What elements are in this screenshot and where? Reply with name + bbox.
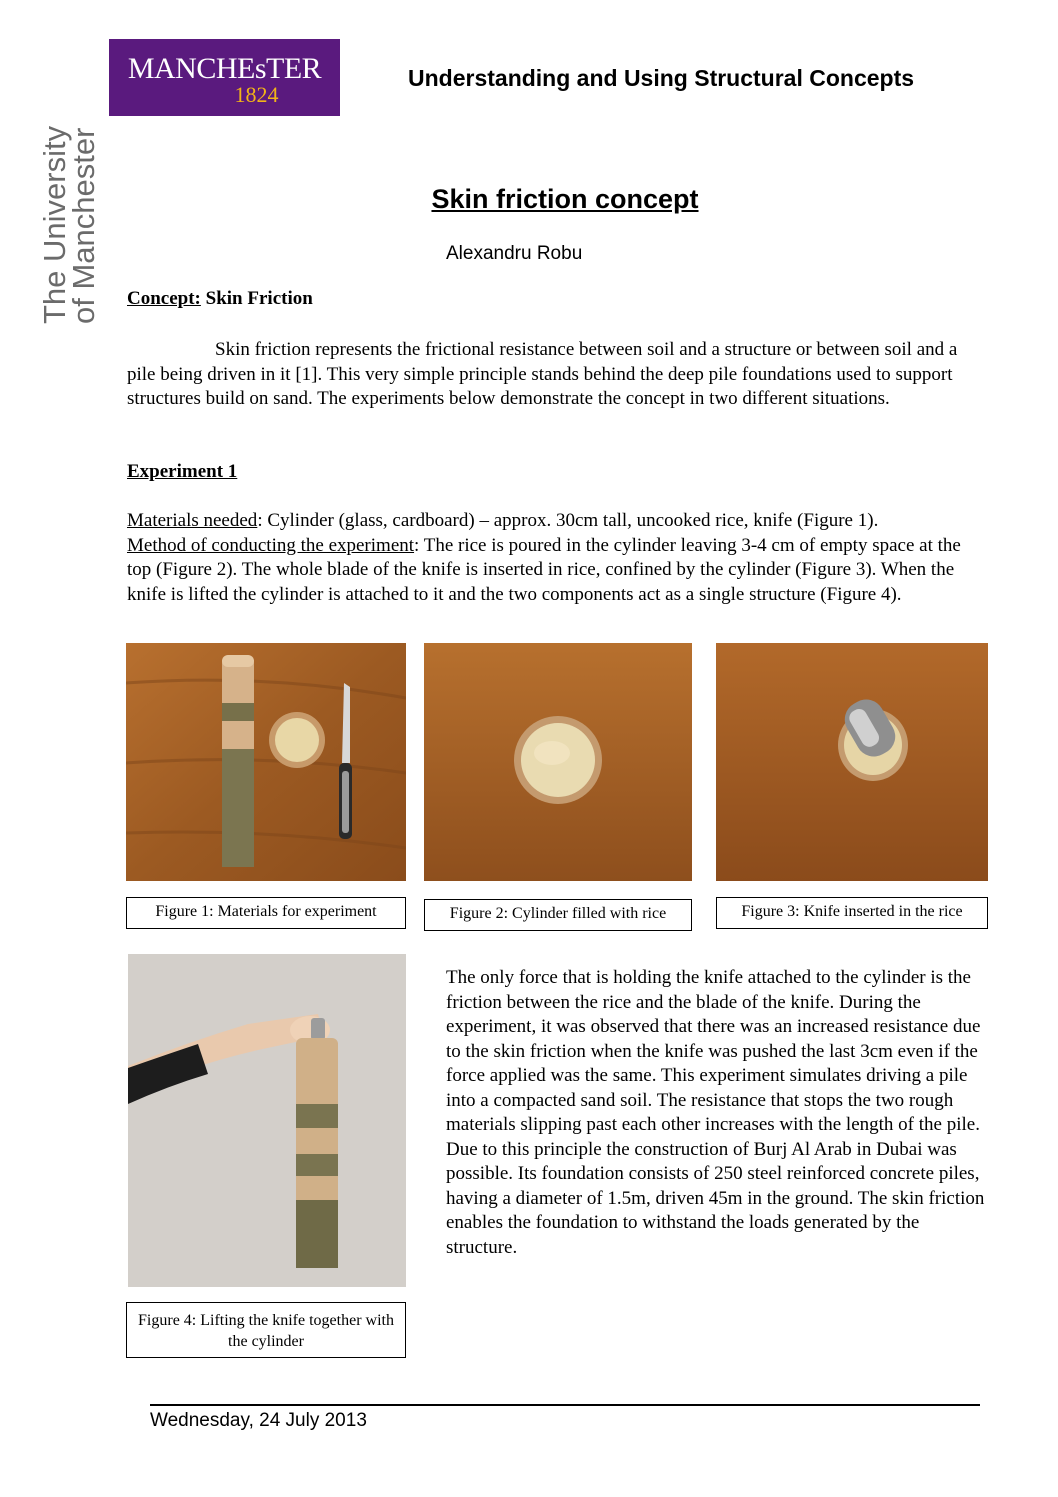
method-paragraph <box>127 509 977 607</box>
discussion-paragraph <box>446 966 986 1260</box>
figure-2-photo <box>424 643 692 881</box>
experiment-heading: Experiment 1 <box>127 461 238 482</box>
figure-4-photo <box>128 954 406 1287</box>
concept-label: Concept: <box>127 288 201 309</box>
method-label: Method of conducting the experiment <box>127 534 415 556</box>
document-title: Skin friction concept <box>431 184 699 214</box>
logo-wordmark: MANCHEsTER <box>127 52 322 85</box>
logo-year: 1824 <box>234 82 279 107</box>
discussion-text-2: Due to this principle the construction of Burj Al Arab in Dubai was possible. Its foundation consists of 250 steel reinforced concrete piles, having a diameter of 1.5m, driven 45m in the ground. The skin friction enables the foundation to withstand the loads generated by the structure. <box>446 1138 985 1258</box>
author-name: Alexandru Robu <box>446 243 583 264</box>
figure-3-photo <box>716 643 988 881</box>
cylinder-rice-illustration <box>424 643 692 881</box>
intro-paragraph <box>127 338 967 412</box>
header-title: Understanding and Using Structural Concepts <box>408 65 915 91</box>
figure-3-caption: Figure 3: Knife inserted in the rice <box>716 897 988 929</box>
footer-rule <box>150 1404 980 1406</box>
intro-text: Skin friction represents the frictional resistance between soil and a structure or between soil and a pile being driven in it [1]. This very simple principle stands behind the deep pile foundations used to support structures build on sand. The experiments below demonstrate the concept in two different situations. <box>127 339 958 409</box>
figure-4-caption: Figure 4: Lifting the knife together with the cylinder <box>126 1302 406 1358</box>
materials-illustration <box>126 643 406 881</box>
university-logo <box>109 39 340 116</box>
figure-1-caption: Figure 1: Materials for experiment <box>126 897 406 929</box>
figure-1-photo <box>126 643 406 881</box>
concept-value: Skin Friction <box>205 288 313 309</box>
footer-date: Wednesday, 24 July 2013 <box>150 1410 367 1431</box>
figure-2-caption: Figure 2: Cylinder filled with rice <box>424 899 692 931</box>
materials-text: : Cylinder (glass, cardboard) – approx. 30cm tall, uncooked rice, knife (Figure 1). <box>257 510 879 531</box>
discussion-text-1: The only force that is holding the knife attached to the cylinder is the friction between the rice and the blade of the knife. During the experiment, it was observed that there was an increased resistance due to the skin friction when the knife was pushed the last 3cm even if the force applied was the same. This experiment simulates driving a pile into a compacted sand soil. The resistance that stops the two rough materials slipping past each other increases with the length of the pile. <box>446 967 981 1135</box>
materials-label: Materials needed <box>127 510 258 531</box>
lifting-illustration <box>128 954 406 1287</box>
method-text: : The rice is poured in the cylinder leaving 3-4 cm of empty space at the top (Figure 2). The whole blade of the knife is inserted in rice, confined by the cylinder (Figure 3). When the knife is lifted the cylinder is attached to it and the two components act as a single structure (Figure 4). <box>127 534 961 605</box>
vertical-university-name: The University of Manchester <box>37 125 101 324</box>
concept-line <box>127 288 313 310</box>
university-vertical-text <box>37 124 110 324</box>
knife-in-rice-illustration <box>716 643 988 881</box>
